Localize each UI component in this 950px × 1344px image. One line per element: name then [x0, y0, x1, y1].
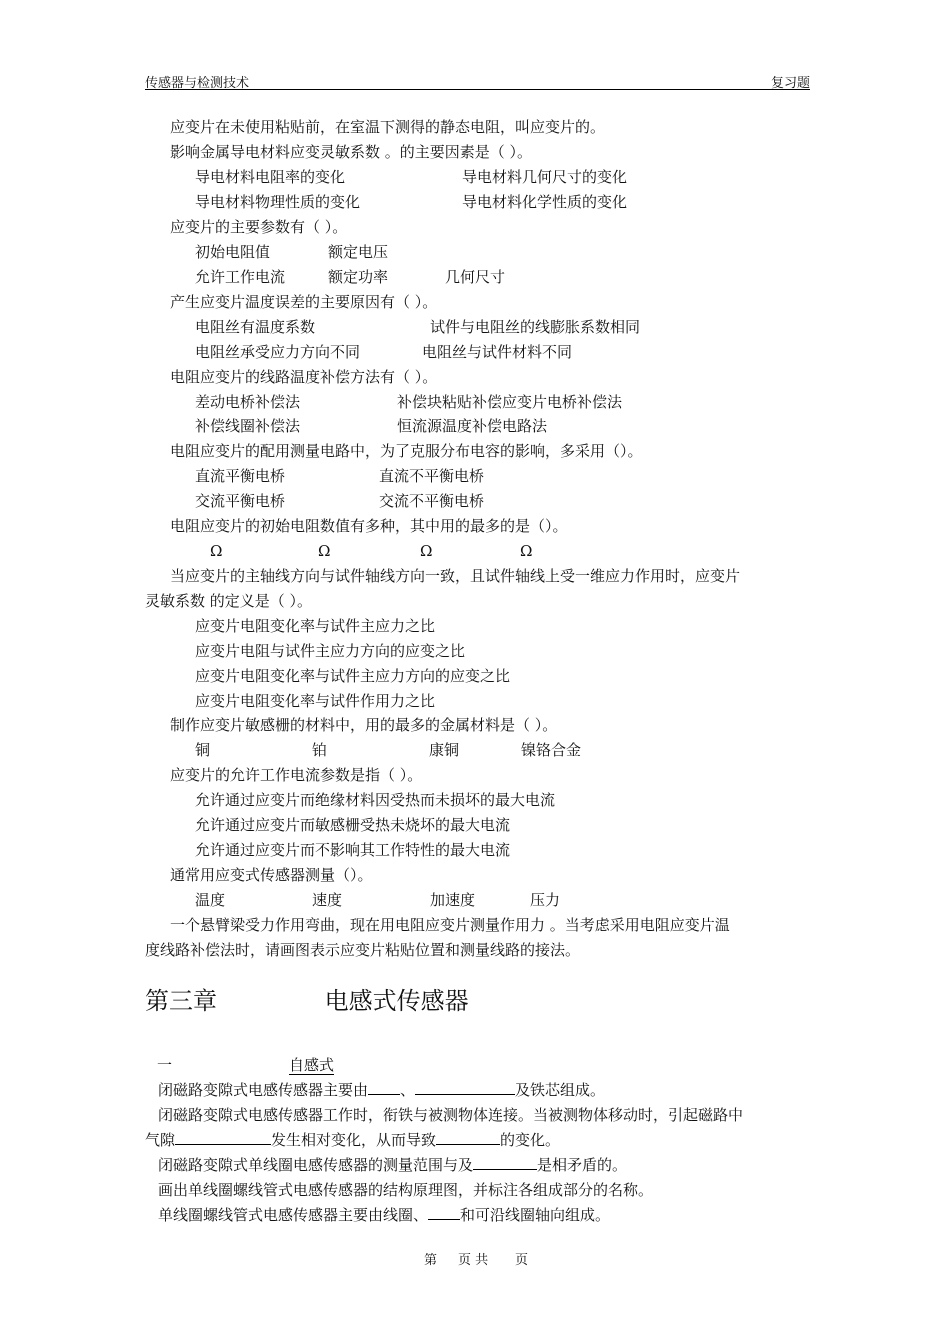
option-e: 几何尺寸: [445, 268, 506, 286]
option-c: 康铜: [429, 741, 460, 759]
question-5-stem: 电阻应变片的线路温度补偿方法有（ ）。: [170, 368, 438, 386]
option-c: 交流平衡电桥: [195, 492, 286, 510]
chapter-title: 电感式传感器: [324, 987, 469, 1015]
text: 、: [400, 1081, 416, 1099]
text: 单线圈螺线管式电感传感器主要由线圈、: [158, 1206, 429, 1224]
option-c: Ω: [420, 542, 433, 560]
blank: [436, 1130, 500, 1145]
option-d: 交流不平衡电桥: [379, 492, 485, 510]
question-2-stem: 影响金属导电材料应变灵敏系数 。的主要因素是（ ）。: [170, 143, 533, 161]
blank: [428, 1205, 460, 1220]
option-a: 初始电阻值: [195, 243, 271, 261]
fill-question-4: 画出单线圈螺线管式电感传感器的结构原理图，并标注各组成部分的名称。: [158, 1181, 654, 1199]
option-a: 电阻丝有温度系数: [195, 318, 316, 336]
option-d: 压力: [530, 891, 561, 909]
page-header: [145, 70, 810, 90]
fill-question-2-line2: [145, 1130, 560, 1150]
option-d: Ω: [520, 542, 533, 560]
option-b: 额定电压: [328, 243, 389, 261]
option-a: 差动电桥补偿法: [195, 393, 301, 411]
option-b: Ω: [318, 542, 331, 560]
option-d: 电阻丝与试件材料不同: [422, 343, 573, 361]
option-b: 应变片电阻与试件主应力方向的应变之比: [195, 642, 466, 660]
fill-question-5: [158, 1205, 610, 1225]
option-a: 应变片电阻变化率与试件主应力之比: [195, 617, 436, 635]
text: 是相矛盾的。: [537, 1156, 628, 1174]
option-c: 允许通过应变片而不影响其工作特性的最大电流: [195, 841, 511, 859]
text: 及铁芯组成。: [515, 1081, 606, 1099]
text: 发生相对变化，从而导致: [271, 1131, 437, 1149]
option-b: 直流不平衡电桥: [379, 467, 485, 485]
option-a: 直流平衡电桥: [195, 467, 286, 485]
question-8-stem-line2: 灵敏系数 的定义是（ ）。: [145, 592, 313, 610]
blank: [368, 1080, 400, 1095]
fill-question-2-line1: 闭磁路变隙式电感传感器工作时，衔铁与被测物体连接。当被测物体移动时，引起磁路中: [158, 1106, 744, 1124]
option-d: 恒流源温度补偿电路法: [397, 417, 548, 435]
chapter-number: 第三章: [145, 987, 217, 1015]
fill-question-1: [158, 1080, 605, 1100]
question-11-stem: 通常用应变式传感器测量（）。: [170, 866, 373, 884]
footer-total-label: 页 共: [458, 1253, 489, 1268]
chapter-heading: [145, 985, 469, 1017]
option-a: Ω: [210, 542, 223, 560]
question-7-stem: 电阻应变片的初始电阻数值有多种，其中用的最多的是（）。: [170, 517, 568, 535]
footer-page-suffix: 页: [515, 1253, 529, 1268]
option-d: 镍铬合金: [521, 741, 582, 759]
footer-page-label: 第: [424, 1253, 438, 1268]
section-title: 自感式: [289, 1056, 335, 1074]
blank: [415, 1080, 515, 1095]
option-c: 电阻丝承受应力方向不同: [195, 343, 361, 361]
blank: [473, 1155, 537, 1170]
option-c: 导电材料物理性质的变化: [195, 193, 361, 211]
blank: [175, 1130, 271, 1145]
text: 的变化。: [500, 1131, 561, 1149]
text: 闭磁路变隙式单线圈电感传感器的测量范围与及: [158, 1156, 474, 1174]
section-number: 一: [157, 1056, 173, 1074]
option-d: 应变片电阻变化率与试件作用力之比: [195, 692, 436, 710]
option-d: 额定功率: [328, 268, 389, 286]
option-d: 导电材料化学性质的变化: [462, 193, 628, 211]
question-10-stem: 应变片的允许工作电流参数是指（ ）。: [170, 766, 423, 784]
option-a: 导电材料电阻率的变化: [195, 168, 346, 186]
option-b: 补偿块粘贴补偿应变片电桥补偿法: [397, 393, 623, 411]
option-c: 加速度: [430, 891, 476, 909]
question-12-line2: 度线路补偿法时，请画图表示应变片粘贴位置和测量线路的接法。: [145, 941, 581, 959]
option-b: 试件与电阻丝的线膨胀系数相同: [430, 318, 641, 336]
option-b: 导电材料几何尺寸的变化: [462, 168, 628, 186]
option-c: 补偿线圈补偿法: [195, 417, 301, 435]
question-9-stem: 制作应变片敏感栅的材料中，用的最多的金属材料是（ ）。: [170, 716, 558, 734]
fill-question-3: [158, 1155, 627, 1175]
option-b: 铂: [312, 741, 328, 759]
question-8-stem-line1: 当应变片的主轴线方向与试件轴线方向一致，且试件轴线上受一维应力作用时，应变片: [170, 567, 741, 585]
question-4-stem: 产生应变片温度误差的主要原因有（ ）。: [170, 293, 438, 311]
option-a: 允许通过应变片而绝缘材料因受热而未损坏的最大电流: [195, 791, 556, 809]
option-c: 允许工作电流: [195, 268, 286, 286]
question-3-stem: 应变片的主要参数有（ ）。: [170, 218, 348, 236]
option-a: 温度: [195, 891, 226, 909]
option-b: 速度: [312, 891, 343, 909]
text: 闭磁路变隙式电感传感器主要由: [158, 1081, 369, 1099]
text: 和可沿线圈轴向组成。: [460, 1206, 611, 1224]
text: 气隙: [145, 1131, 176, 1149]
header-title: 传感器与检测技术: [145, 76, 250, 91]
option-c: 应变片电阻变化率与试件主应力方向的应变之比: [195, 667, 511, 685]
question-6-stem: 电阻应变片的配用测量电路中，为了克服分布电容的影响，多采用（）。: [170, 442, 643, 460]
option-b: 允许通过应变片而敏感栅受热未烧坏的最大电流: [195, 816, 511, 834]
question-12-line1: 一个悬臂梁受力作用弯曲，现在用电阻应变片测量作用力 。当考虑采用电阻应变片温: [170, 916, 730, 934]
option-a: 铜: [195, 741, 211, 759]
question-1: 应变片在未使用粘贴前，在室温下测得的静态电阻，叫应变片的。: [170, 118, 606, 136]
header-right: 复习题: [770, 76, 810, 91]
